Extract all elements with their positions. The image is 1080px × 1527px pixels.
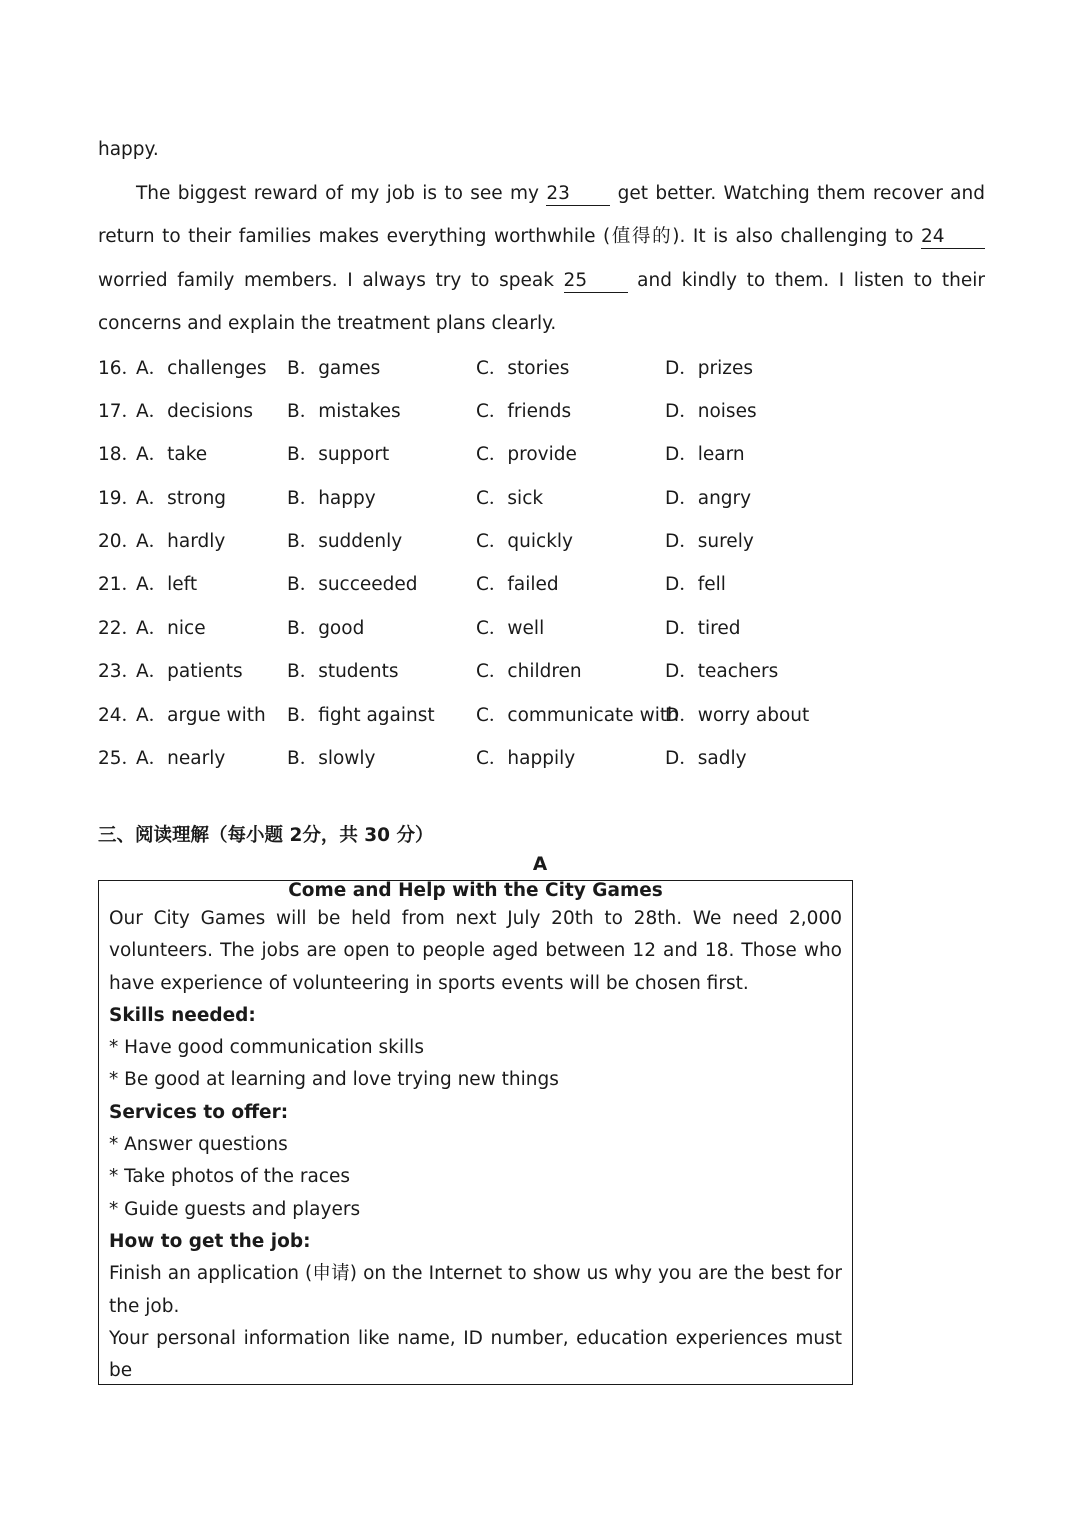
how-text: Finish an application (申请) on the Internet to show us why you are the best for the job.: [109, 1263, 842, 1317]
option-b: B．happy: [287, 487, 376, 509]
option-d: D．prizes: [665, 357, 753, 379]
para-text: worried family members. I always try to speak: [98, 269, 564, 291]
option-b: B．good: [287, 617, 365, 639]
passage-continuation: [98, 128, 985, 780]
skill-item: * Be good at learning and love trying new things: [109, 1069, 559, 1091]
question-number: 17．: [98, 400, 141, 422]
passage-line-top: happy.: [98, 139, 159, 160]
option-a: A．decisions: [136, 400, 254, 422]
option-b: B．suddenly: [287, 531, 403, 553]
option-a: A．hardly: [136, 531, 226, 553]
option-c: C．happily: [476, 748, 576, 770]
option-c: C．provide: [476, 444, 577, 466]
option-row: [98, 390, 985, 433]
skill-item: * Have good communication skills: [109, 1037, 424, 1059]
question-number: 25．: [98, 748, 141, 770]
options-list: [98, 347, 985, 781]
option-c: C．friends: [476, 400, 572, 422]
option-d: D．surely: [665, 531, 754, 553]
service-item: * Answer questions: [109, 1134, 288, 1156]
passage-paragraph: [98, 172, 985, 346]
blank-23: 23: [546, 183, 610, 206]
option-c: C．children: [476, 661, 582, 683]
blank-24: 24: [921, 226, 985, 249]
passage-letter: A: [532, 854, 548, 875]
option-d: D．sadly: [665, 748, 747, 770]
service-item: * Guide guests and players: [109, 1198, 361, 1220]
option-c: C．well: [476, 617, 545, 639]
option-b: B．students: [287, 661, 399, 683]
personal-info-text: Your personal information like name, ID number, education experiences must be: [109, 1327, 842, 1382]
notice-intro: Our City Games will be held from next July 20th to 28th. We need 2,000 volunteers. The jobs are open to people aged between 12 and 18. Those who have experience of volunteering in sports events will be chosen first.: [109, 908, 842, 994]
services-heading: Services to offer:: [109, 1101, 289, 1123]
option-a: A．argue with: [136, 704, 266, 726]
question-number: 22．: [98, 617, 141, 639]
option-a: A．take: [136, 444, 208, 466]
option-b: B．support: [287, 444, 390, 466]
option-a: A．nice: [136, 617, 206, 639]
how-heading: How to get the job:: [109, 1230, 311, 1252]
option-d: D．tired: [665, 617, 741, 639]
option-row: [98, 520, 985, 563]
question-number: 23．: [98, 661, 141, 683]
option-a: A．challenges: [136, 357, 267, 379]
option-a: A．nearly: [136, 748, 226, 770]
option-row: [98, 347, 985, 390]
option-row: [98, 433, 985, 476]
option-d: D．noises: [665, 400, 757, 422]
option-b: B．succeeded: [287, 574, 418, 596]
option-b: B．fight against: [287, 704, 435, 726]
question-number: 16．: [98, 357, 141, 379]
question-number: 19．: [98, 487, 141, 509]
para-text: get better. Watching them recover and return to their families makes everything worthwhile (值得的). It is also challenging to: [98, 182, 985, 247]
option-row: [98, 563, 985, 606]
option-row: [98, 477, 985, 520]
option-d: D．worry about: [665, 704, 810, 726]
option-c: C．quickly: [476, 531, 573, 553]
para-text: and kindly to them. I listen to their concerns and explain the treatment plans clearly.: [98, 269, 985, 334]
skills-heading: Skills needed:: [109, 1004, 256, 1026]
option-d: D．fell: [665, 574, 726, 596]
option-d: D．angry: [665, 487, 752, 509]
option-b: B．mistakes: [287, 400, 401, 422]
section-heading: 三、阅读理解（每小题 2分，共 30 分）: [98, 825, 434, 846]
option-b: B．games: [287, 357, 381, 379]
option-b: B．slowly: [287, 748, 376, 770]
option-row: [98, 694, 985, 737]
question-number: 20．: [98, 531, 141, 553]
question-number: 18．: [98, 444, 141, 466]
para-text: The biggest reward of my job is to see my: [136, 182, 547, 204]
option-c: C．failed: [476, 574, 559, 596]
notice-title: Come and Help with the City Games: [288, 880, 663, 901]
option-row: [98, 607, 985, 650]
option-a: A．left: [136, 574, 198, 596]
option-c: C．sick: [476, 487, 544, 509]
blank-25: 25: [564, 270, 628, 293]
option-row: [98, 737, 985, 780]
notice-box: [98, 880, 853, 1385]
question-number: 24．: [98, 704, 141, 726]
question-number: 21．: [98, 574, 141, 596]
option-row: [98, 650, 985, 693]
option-c: C．stories: [476, 357, 570, 379]
option-a: A．strong: [136, 487, 227, 509]
option-c: C．communicate with: [476, 704, 679, 726]
option-a: A．patients: [136, 661, 243, 683]
option-d: D．learn: [665, 444, 745, 466]
service-item: * Take photos of the races: [109, 1166, 350, 1188]
option-d: D．teachers: [665, 661, 779, 683]
